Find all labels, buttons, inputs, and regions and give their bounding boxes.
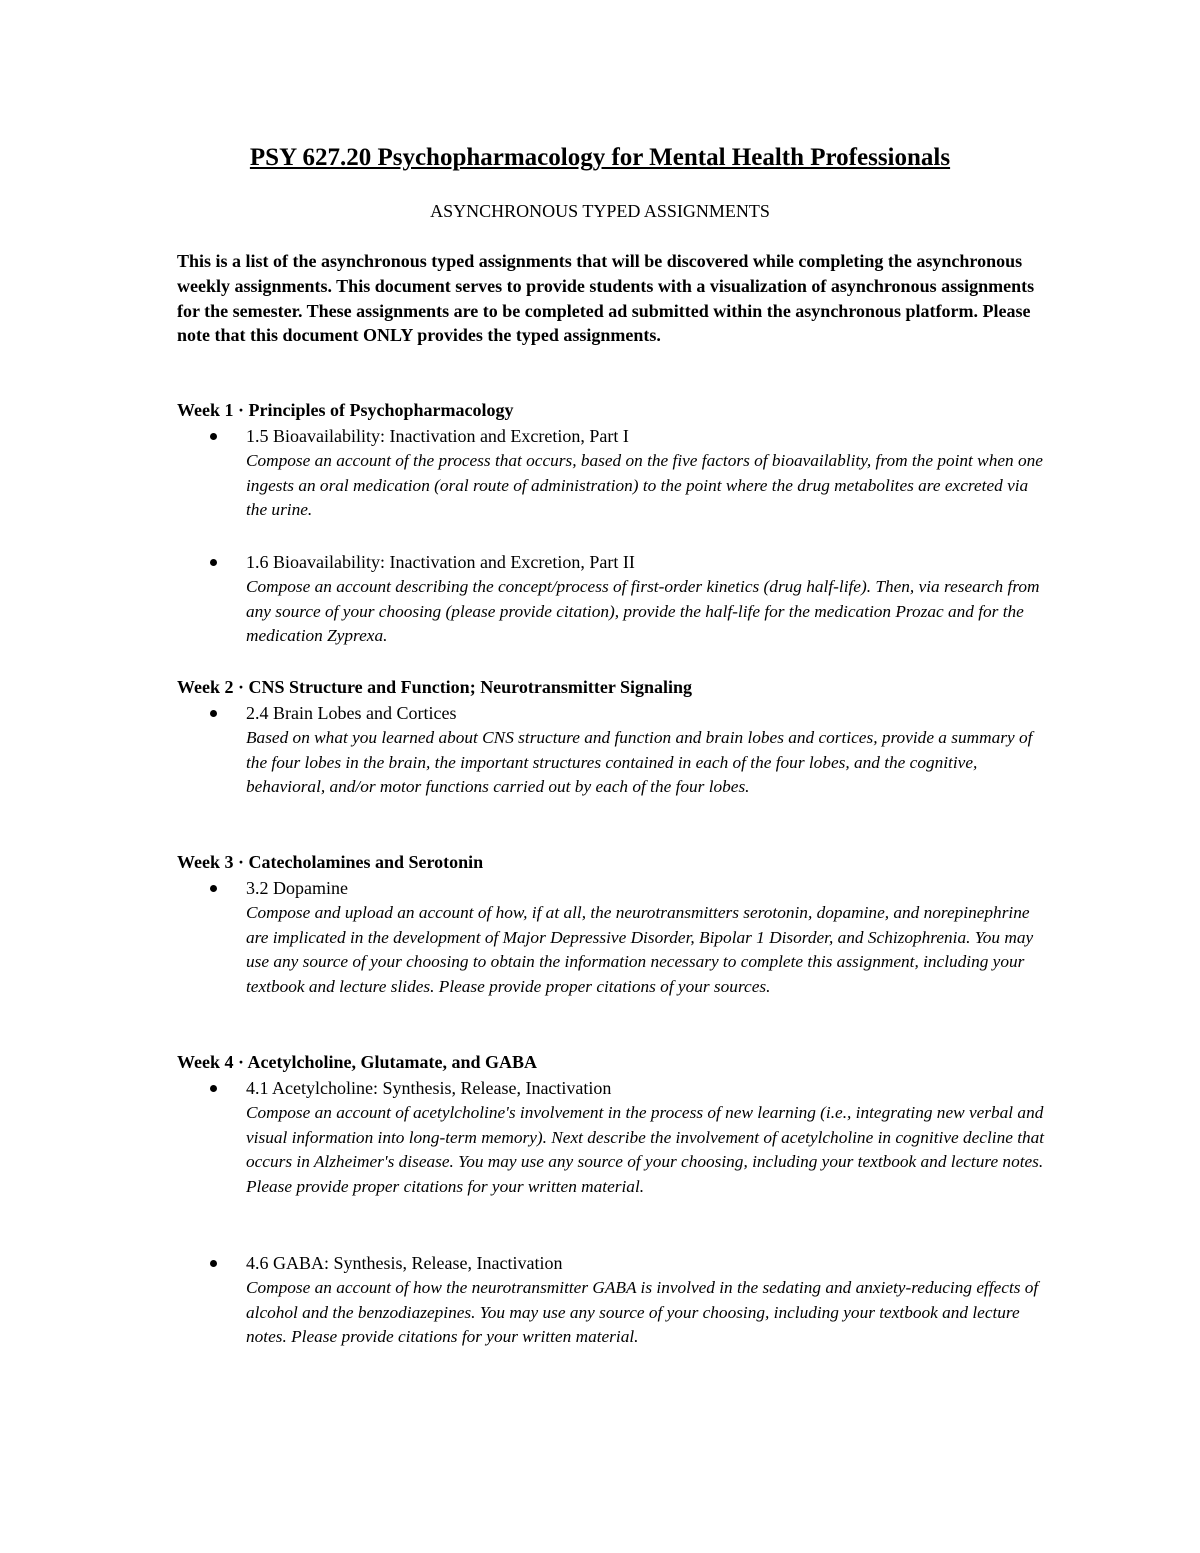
assignment-description: Based on what you learned about CNS structure and function and brain lobes and cortices, provide a summary of the four lobes in the brain, the important structures contained in each of the four lobes, and the cognitive, behavioral, and/or motor functions carried out by each of the four lobes. — [246, 727, 1033, 797]
assignment-description: Compose an account of acetylcholine's involvement in the process of new learning (i.e., integrating new verbal and visual information into long-term memory). Next describe the involvement of acetylcholine in cognitive decline that occurs in Alzheimer's disease. You may use any source of your choosing, including your textbook and lecture notes. Please provide proper citations for your written material. — [246, 1102, 1045, 1197]
assignment-title: 1.6 Bioavailability: Inactivation and Excretion, Part II — [246, 552, 635, 572]
bullet-icon — [210, 885, 217, 892]
bullet-icon — [210, 1085, 217, 1092]
assignment-description: Compose an account of how the neurotransmitter GABA is involved in the sedating and anxiety-reducing effects of alcohol and the benzodiazepines. You may use any source of your choosing, including your textbook and lecture notes. Please provide citations for your written material. — [246, 1277, 1039, 1347]
list-item — [246, 701, 1046, 800]
document-subtitle: ASYNCHRONOUS TYPED ASSIGNMENTS — [430, 201, 770, 221]
assignment-title: 3.2 Dopamine — [246, 878, 348, 898]
list-item — [246, 424, 1046, 523]
assignment-title: 2.4 Brain Lobes and Cortices — [246, 703, 457, 723]
list-item — [246, 550, 1046, 649]
assignment-description: Compose an account describing the concept/process of first-order kinetics (drug half-life). Then, via research from any source of your choosing (please provide citation), provide the half-life for the medication Prozac and for the medication Zyprexa. — [246, 576, 1040, 646]
bullet-icon — [210, 1260, 217, 1267]
assignment-title: 4.1 Acetylcholine: Synthesis, Release, Inactivation — [246, 1078, 612, 1098]
assignment-description: Compose and upload an account of how, if at all, the neurotransmitters serotonin, dopamine, and norepinephrine are implicated in the development of Major Depressive Disorder, Bipolar 1 Disorder, and Schizophrenia. You may use any source of your choosing to obtain the information necessary to complete this assignment, including your textbook and lecture slides. Please provide proper citations of your sources. — [246, 902, 1034, 997]
intro-paragraph: This is a list of the asynchronous typed assignments that will be discovered while completing the asynchronous weekly assignments. This document serves to provide students with a visualization of asynchronous assignments for the semester. These assignments are to be completed ad submitted within the asynchronous platform. Please note that this document ONLY provides the typed assignments. — [177, 251, 1035, 346]
document-title: PSY 627.20 Psychopharmacology for Mental Health Professionals — [249, 144, 951, 171]
bullet-icon — [210, 559, 217, 566]
week-3-heading: Week 3 · Catecholamines and Serotonin — [177, 852, 484, 872]
week-1-heading: Week 1 · Principles of Psychopharmacology — [177, 400, 514, 420]
list-item — [246, 1251, 1046, 1350]
list-item — [246, 1076, 1046, 1200]
list-item — [246, 876, 1046, 1000]
bullet-icon — [210, 433, 217, 440]
week-2-heading: Week 2 · CNS Structure and Function; Neurotransmitter Signaling — [177, 677, 693, 697]
assignment-title: 1.5 Bioavailability: Inactivation and Excretion, Part I — [246, 426, 629, 446]
assignment-description: Compose an account of the process that occurs, based on the five factors of bioavailablity, from the point when one ingests an oral medication (oral route of administration) to the point where the drug metabolites are excreted via the urine. — [246, 450, 1043, 520]
assignment-title: 4.6 GABA: Synthesis, Release, Inactivation — [246, 1253, 563, 1273]
bullet-icon — [210, 710, 217, 717]
week-4-heading: Week 4 · Acetylcholine, Glutamate, and GABA — [177, 1052, 537, 1072]
